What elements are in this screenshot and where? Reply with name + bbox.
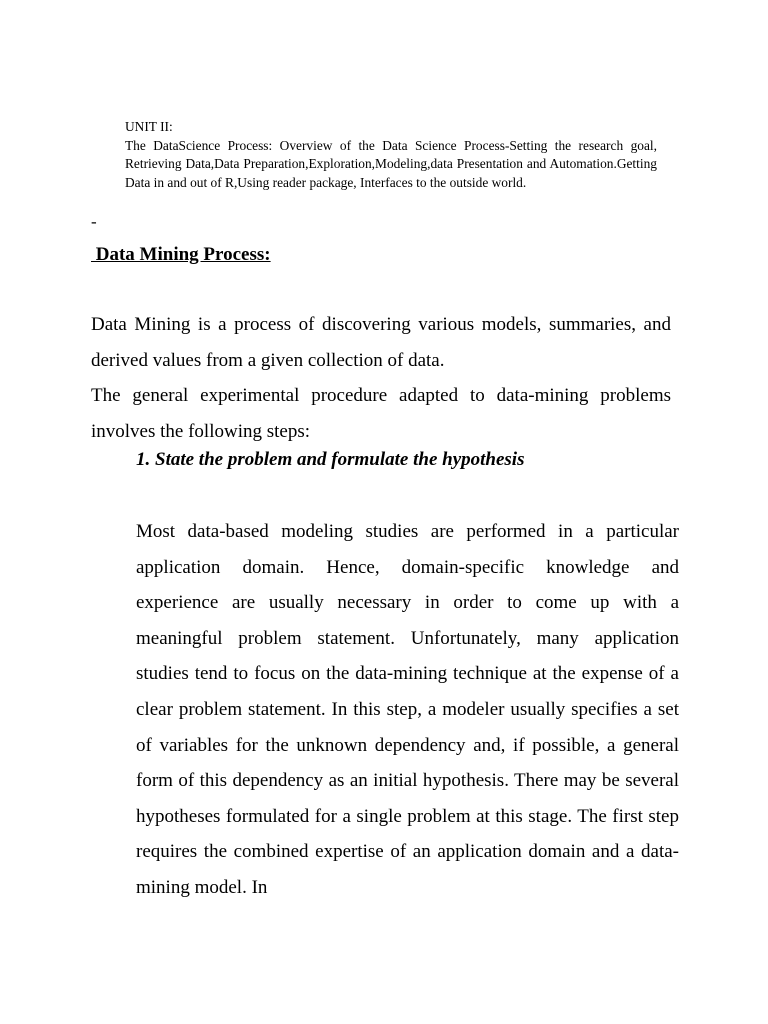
intro-text	[91, 307, 671, 449]
unit-description: The DataScience Process: Overview of the Data Science Process-Setting the research goal, Retrieving Data,Data Preparation,Exploration,Modeling,data Presentation and Automation.Getting Data in and out of R,Using reader package, Interfaces to the outside world.	[125, 137, 657, 190]
step-heading: 1. State the problem and formulate the hypothesis	[136, 449, 525, 470]
section-heading: Data Mining Process:	[91, 244, 271, 265]
unit-heading: UNIT II:	[125, 119, 173, 134]
intro-paragraph-procedure: The general experimental procedure adapted to data-mining problems involves the following steps:	[91, 385, 671, 442]
intro-paragraph-definition: Data Mining is a process of discovering various models, summaries, and derived values from a given collection of data.	[91, 314, 671, 371]
step-body-paragraph: Most data-based modeling studies are performed in a particular application domain. Hence, domain-specific knowledge and experience are usually necessary in order to come up with a meaningful problem statement. Unfortunately, many application studies tend to focus on the data-mining technique at the expense of a clear problem statement. In this step, a modeler usually specifies a set of variables for the unknown dependency and, if possible, a general form of this dependency as an initial hypothesis. There may be several hypotheses formulated for a single problem at this stage. The first step requires the combined expertise of an application domain and a data-mining model. In	[136, 521, 679, 898]
dash-mark: -	[91, 212, 97, 231]
unit-syllabus-block	[125, 118, 657, 192]
